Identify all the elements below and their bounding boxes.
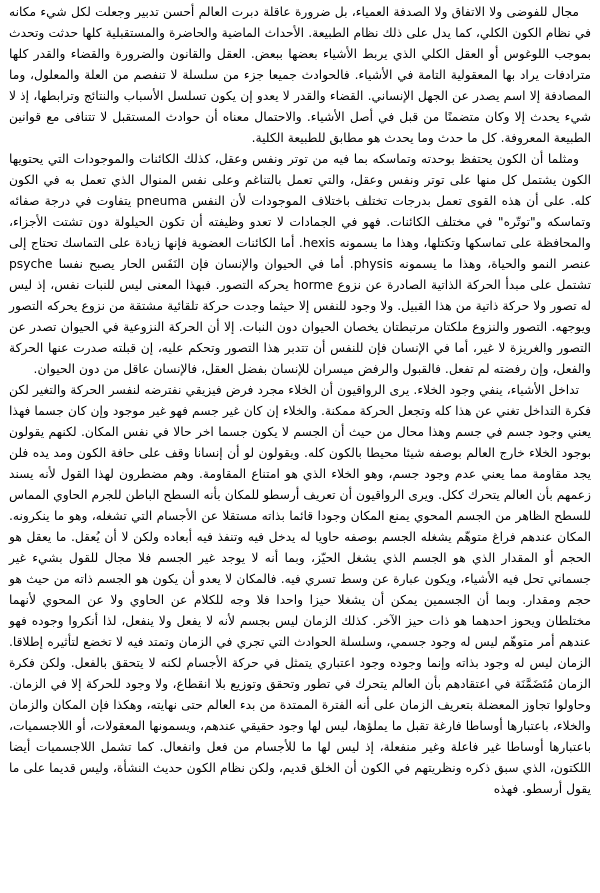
paragraph-determinism: مجال للفوضى ولا الاتفاق ولا الصدفة العمياء، بل ضرورة عاقلة دبرت العالم أحسن تدبير وجعلت لكل شيء مكانه في نظام الكون الكلي، كما يدل على ذلك نظام الطبيعة. الأحداث الماضية والحاضرة والمستقبلية كلها حدثت وتحدث بموجب اللوغوس أو العقل الكلي الذي يربط الأشياء بعضها ببعض. العقل والقانون والضرورة والقضاء والقدر كلها مترادفات يراد بها المعقولية التامة في الأشياء. فالحوادث جميعا جزء من سلسلة لا تنفصم من العلة والمعلول، وما المصادفة إلا اسم يصدر عن الجهل الإنساني. القضاء والقدر لا يعدو إن يكون تسلسل الأسباب والنتائج وترابطها، إذ لا شيء يحدث إلا وكان متضمنًا من قبل في أصل الأشياء. والاحتمال معناه أن حوادث المستقبل لا تتنافى مع قوانين الطبيعة المعروفة. كل ما حدث وما يحدث هو مطابق للطبيعة الكلية. <box>9 5 591 145</box>
paragraph-void-place-time: تداخل الأشياء، ينفي وجود الخلاء. يرى الرواقيون أن الخلاء مجرد فرض فيزيقي نفترضه لنفسر الحركة والتغير لكن فكرة التداخل تغني عن هذا كله وتجعل الحركة ممكنة. والخلاء إن كان غير جسم فهو غير موجود وإن كان جسما فهذا يعني وجود جسم في جسم وهذا محال من حيث أن الجسم لا يكون جسما اخر حالا في نفس المكان. لكنهم يقولون بوجود الخلاء خارج العالم بوصفه شيئا محيطا بالكون كله. ويقولون لو أن إنسانا وقف على حافة الكون ومد يده فلن يجد مقاومة مما يعني عدم وجود جسم، وهو الخلاء الذي هو امتناع المقاومة. وهم مضطرون لهذا القول لأنه يسند زعمهم بأن العالم يتحرك ككل. ويرى الرواقيون أن تعريف أرسطو للمكان بأنه السطح الباطن للجرم الحاوي المماس للسطح الظاهر من الجسم المحوي يمنع المكان وجودا قائما بذاته مستقلا عن الأجسام التي تشغله، وهو ما ينكرونه. المكان عندهم فراغ متوهّم يشغله الجسم بوصفه حاويا له يدخل فيه وتنفذ فيه أبعاده ولكن لا أن يُعقل. ما يعقل هو الحجم أو المقدار الذي هو الجسم الذي يشغل الحيّز، وبما أنه لا يوجد غير الجسم فلا مجال للقول بشيء غير جسماني تحل فيه الأشياء، ويكون عبارة عن وسط تسري فيه. فالمكان لا يعدو أن يكون هو الجسم ذاته من حيث هو حجم ومقدار. وبما أن الجسمين يمكن أن يشغلا حيزا واحدا فلا وجه للكلام عن الحاوي ولا عن المحوي لأنهما مختلطان ويحوز احدهما هو ذات حيز الآخر. كذلك الزمان ليس بجسم لأنه لا يفعل ولا ينفعل، لذا أنكروا وجوده فهو عندهم أمر متوهّم ليس له وجود جسمي، وسلسلة الحوادث التي تجري في الزمان وتمتد فيه لا تخضع لتأثيره إطلاقا. الزمان ليس له وجود بذاته وإنما وجوده وجود اعتباري يتمثل في حركة الأجسام لكنه لا يتحقق بالفعل. ولكن فكرة الزمان مُتَضَمَّنَة في اعتقادهم بأن العالم يتحرك في تطور وتحقق وتوزيع بلا انقطاع، ولا وجود للحركة إلا في الزمان. وحاولوا تجاوز المعضلة بتعريف الزمان على أنه الفترة الممتدة من بدء العالم حتى نهايته، وهكذا فإن المكان والزمان والخلاء، باعتبارها أوساطا فارغة تقبل ما يملؤها، ليس لها وجود حقيقي عندهم، ويسمونها المعقولات، أو اللاجسميات، باعتبارها أوساطا غير فاعلة وغير منفعلة، إذ ليس لها ما للأجسام من فعل وانفعال. كما تشمل اللاجسميات أيضا اللكتون، الذي سبق ذكره ونظريتهم في الكون أن الخلق قديم، ولكن نظام الكون حديث النشأة، وليس قديما على ما يقول أرسطو. فهذه <box>9 383 591 796</box>
paragraph-soul-and-tension: ومثلما أن الكون يحتفظ بوحدته وتماسكه بما فيه من توتر ونفس وعقل، كذلك الكائنات والموجودات التي يحتويها الكون يشتمل كل منها على توتر ونفس وعقل، والتي تعمل بالتناغم وعلى نفس المنوال الذي تعمل به في الكون كله. على أن هذه القوى تعمل بدرجات تختلف باختلاف الموجودات لأن النفس pneuma يتفاوت في درجة صفائه وتماسكه و"توتّره" في مختلف الكائنات. فهو في الجمادات لا تعدو وظيفته أن تكون الحيلولة دون تشتت الأجزاء، والمحافظة على تماسكها وتكتلها، وهذا ما يسمونه hexis. أما الكائنات العضوية فإنها زيادة على التماسك تحتاج إلى عنصر النمو والحياة، وهذا ما يسمونه physis. أما في الحيوان والإنسان فإن النَفَس الحار يصبح نفسا psyche تشتمل على مبدأ الحركة الذاتية الصادرة عن نزوع horme يحركه التصور. فبهذا المعنى ليس للنبات نفس، إذ ليس له تصور ولا حركة ذاتية من هذا القبيل. ولا وجود للنفس إلا حيثما وجدت حركة تلقائية مشتقة من نزوع يحركه التصور ويوجهه. التصور والنزوع ملكتان مرتبطتان يخصان الحيوان دون النبات. إلا أن الحركة النزوعية في الحيوان تصدر عن التصور والغريزة لا غير، أما في الإنسان فإن للنفس أن تتدبر هذا التصور وتحكم عليه، إن قبلته صدرت عنها الحركة والفعل، وإن رفضته لم تفعل. فالقبول والرفض ميسران للإنسان بفضل العقل، فالإنسان عاقل من دون الحيوان. <box>9 152 591 376</box>
